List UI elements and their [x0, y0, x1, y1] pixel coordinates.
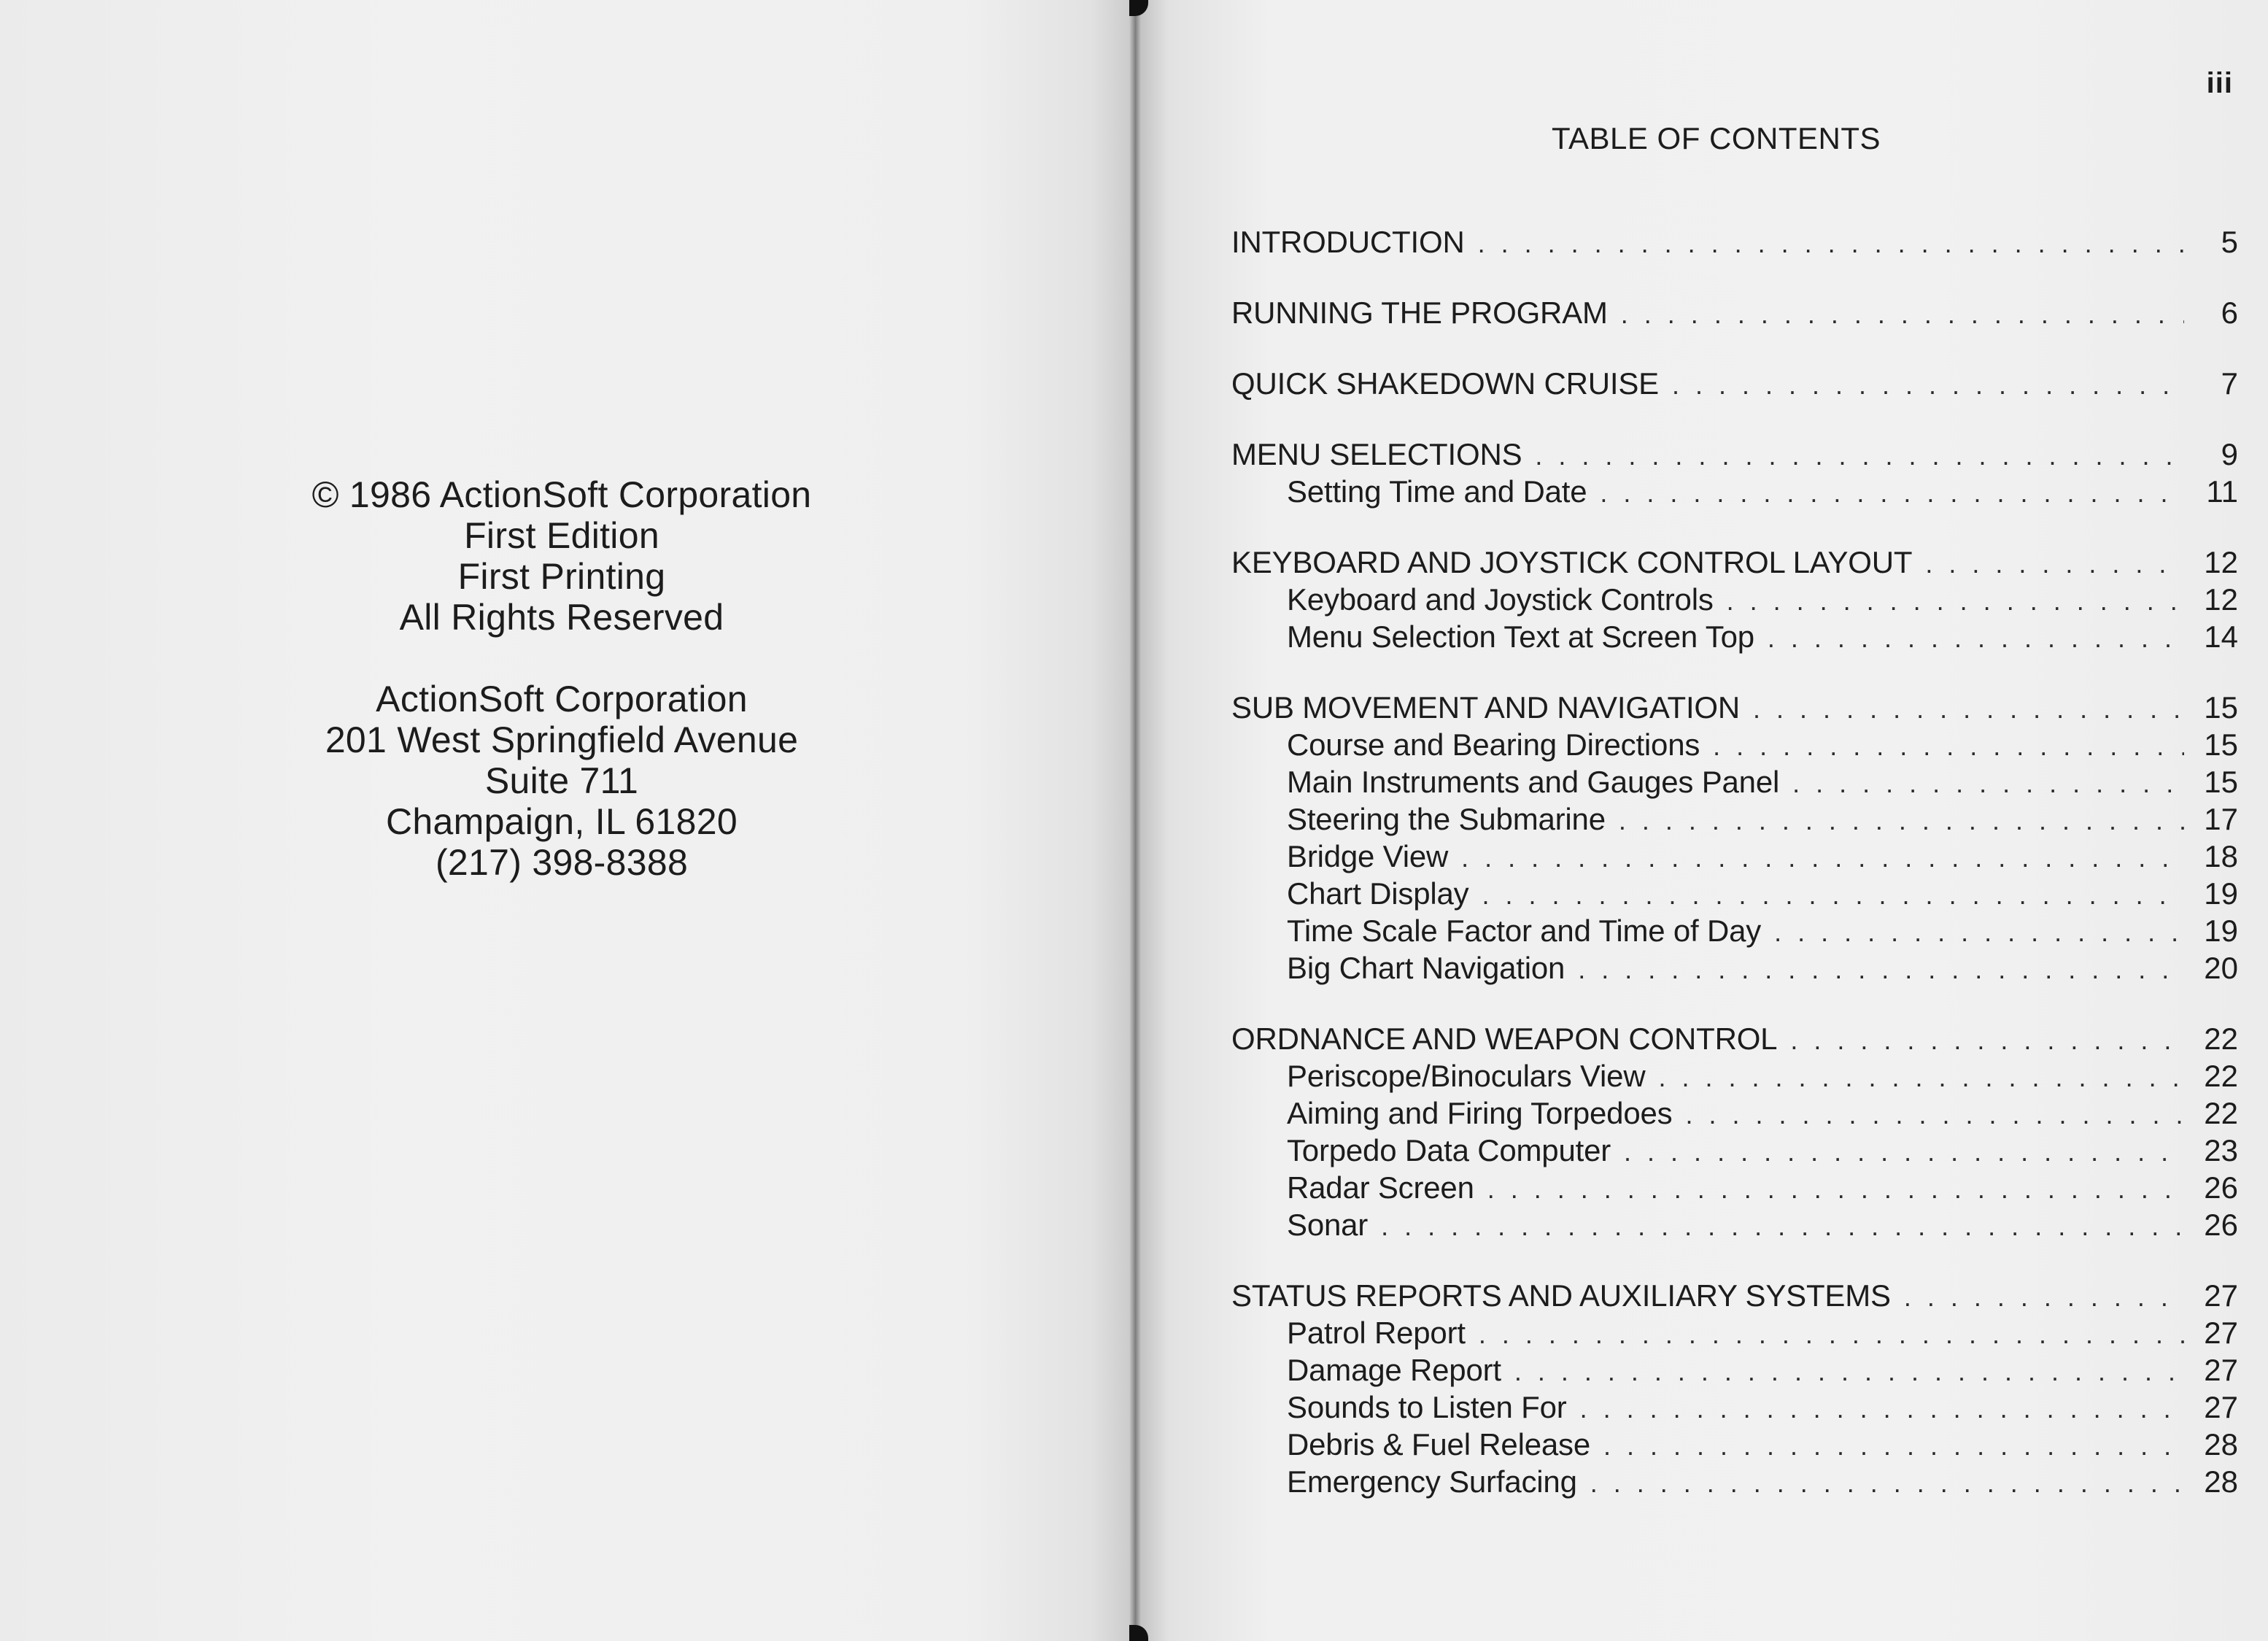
- toc-subentry-page: 19: [2204, 914, 2238, 948]
- toc-entry-title: ORDNANCE AND WEAPON CONTROL: [1231, 1022, 1778, 1056]
- toc-subentry: [1231, 1351, 2238, 1389]
- dot-leader: [1482, 876, 2184, 914]
- toc-entry-title: SUB MOVEMENT AND NAVIGATION: [1231, 690, 1741, 725]
- toc-entry: [1231, 365, 2238, 402]
- toc-entry: [1231, 689, 2238, 726]
- toc-subentry-page: 15: [2204, 765, 2238, 799]
- toc-subentry-title: Emergency Surfacing: [1287, 1464, 1577, 1499]
- dot-leader: [1478, 225, 2184, 262]
- street-address: 201 West Springfield Avenue: [325, 719, 799, 760]
- toc-subentry: [1231, 1314, 2238, 1351]
- toc-subentry: [1231, 1389, 2238, 1426]
- dot-leader: [1580, 1390, 2184, 1427]
- city-state-zip: Champaign, IL 61820: [386, 801, 738, 842]
- page-number: iii: [2206, 67, 2233, 99]
- toc-subentry: [1231, 1463, 2238, 1500]
- printing-line: First Printing: [457, 556, 666, 597]
- toc-subentry-title: Setting Time and Date: [1287, 474, 1587, 509]
- toc-subentry: [1231, 949, 2238, 986]
- dot-leader: [1590, 1464, 2184, 1502]
- toc-subentry: [1231, 581, 2238, 618]
- toc-subentry-title: Debris & Fuel Release: [1287, 1427, 1590, 1462]
- dot-leader: [1603, 1427, 2184, 1464]
- toc-title: TABLE OF CONTENTS: [1551, 121, 1881, 155]
- toc-subentry-title: Main Instruments and Gauges Panel: [1287, 765, 1780, 799]
- toc-subentry: [1231, 875, 2238, 912]
- toc-entry-title: RUNNING THE PROGRAM: [1231, 296, 1608, 330]
- dot-leader: [1479, 1316, 2184, 1353]
- dot-leader: [1619, 802, 2184, 839]
- toc-subentry-page: 17: [2204, 802, 2238, 836]
- toc-entry-page: 22: [2204, 1022, 2238, 1056]
- toc-subentry-title: Aiming and Firing Torpedoes: [1287, 1096, 1673, 1130]
- toc-subentry-page: 19: [2204, 876, 2238, 911]
- toc-subentry-page: 22: [2204, 1059, 2238, 1093]
- toc-subentry-page: 27: [2204, 1390, 2238, 1424]
- toc-subentry-title: Sounds to Listen For: [1287, 1390, 1567, 1424]
- toc-entry-title: QUICK SHAKEDOWN CRUISE: [1231, 366, 1659, 401]
- toc-subentry-title: Menu Selection Text at Screen Top: [1287, 619, 1754, 654]
- toc-subentry: [1231, 838, 2238, 875]
- toc-subentry-page: 14: [2204, 619, 2238, 654]
- toc-subentry-title: Sonar: [1287, 1208, 1369, 1242]
- dot-leader: [1658, 1059, 2184, 1096]
- toc-subentry-page: 28: [2204, 1464, 2238, 1499]
- toc-subentry-page: 27: [2204, 1353, 2238, 1387]
- toc-subentry-page: 26: [2204, 1208, 2238, 1242]
- toc-entry-page: 5: [2221, 225, 2238, 259]
- toc-entry: [1231, 223, 2238, 260]
- toc-section: [1231, 1020, 2238, 1243]
- toc-subentry-page: 15: [2204, 727, 2238, 762]
- copyright-line: © 1986 ActionSoft Corporation: [311, 474, 812, 515]
- dot-leader: [1487, 1170, 2184, 1208]
- edition-line: First Edition: [464, 515, 659, 556]
- toc-section: [1231, 294, 2238, 331]
- dot-leader: [1768, 619, 2184, 657]
- dot-leader: [1904, 1278, 2184, 1316]
- dot-leader: [1753, 690, 2184, 727]
- toc-subentry-title: Damage Report: [1287, 1353, 1501, 1387]
- toc-subentry: [1231, 1132, 2238, 1169]
- toc-subentry: [1231, 1057, 2238, 1094]
- dot-leader: [1672, 366, 2184, 404]
- dot-leader: [1790, 1022, 2184, 1059]
- toc-entry-title: MENU SELECTIONS: [1231, 437, 1522, 471]
- dot-leader: [1621, 296, 2184, 333]
- spacer: [0, 638, 1123, 679]
- toc-subentry: [1231, 1169, 2238, 1206]
- toc-entry-page: 15: [2204, 690, 2238, 725]
- toc-section: [1231, 544, 2238, 655]
- toc-subentry-page: 28: [2204, 1427, 2238, 1462]
- toc-subentry-page: 20: [2204, 951, 2238, 985]
- toc-subentry-page: 23: [2204, 1133, 2238, 1167]
- dot-leader: [1685, 1096, 2184, 1133]
- dot-leader: [1600, 474, 2184, 511]
- toc-subentry: [1231, 1206, 2238, 1243]
- toc-subentry-page: 12: [2204, 582, 2238, 617]
- toc-subentry: [1231, 1426, 2238, 1463]
- dot-leader: [1381, 1208, 2184, 1245]
- right-page: [1135, 0, 2268, 1641]
- publisher-name: ActionSoft Corporation: [376, 679, 748, 719]
- rights-line: All Rights Reserved: [399, 597, 724, 638]
- dot-leader: [1792, 765, 2184, 802]
- toc-entry: [1231, 1277, 2238, 1314]
- toc-subentry-title: Big Chart Navigation: [1287, 951, 1565, 985]
- toc-subentry-title: Time Scale Factor and Time of Day: [1287, 914, 1762, 948]
- dot-leader: [1727, 582, 2184, 619]
- toc-entry-page: 27: [2204, 1278, 2238, 1313]
- toc-subentry-title: Keyboard and Joystick Controls: [1287, 582, 1714, 617]
- toc-subentry: [1231, 726, 2238, 763]
- toc-subentry: [1231, 800, 2238, 838]
- toc-subentry-page: 26: [2204, 1170, 2238, 1205]
- toc-entry-title: KEYBOARD AND JOYSTICK CONTROL LAYOUT: [1231, 545, 1913, 579]
- toc-entry-page: 9: [2221, 437, 2238, 471]
- dot-leader: [1578, 951, 2184, 988]
- dot-leader: [1925, 545, 2184, 582]
- toc-section: [1231, 365, 2238, 402]
- toc-entry: [1231, 1020, 2238, 1057]
- dot-leader: [1461, 839, 2184, 876]
- toc-section: [1231, 1277, 2238, 1500]
- toc-subentry-title: Bridge View: [1287, 839, 1449, 873]
- dot-leader: [1774, 914, 2184, 951]
- toc-subentry: [1231, 912, 2238, 949]
- book-gutter: [1129, 0, 1141, 1641]
- toc-subentry-page: 11: [2206, 474, 2238, 509]
- toc-subentry-title: Torpedo Data Computer: [1287, 1133, 1611, 1167]
- dot-leader: [1535, 437, 2184, 474]
- toc-section: [1231, 689, 2238, 986]
- toc-subentry-page: 22: [2204, 1096, 2238, 1130]
- toc-subentry: [1231, 1094, 2238, 1132]
- toc-entry-title: STATUS REPORTS AND AUXILIARY SYSTEMS: [1231, 1278, 1891, 1313]
- toc-entry: [1231, 436, 2238, 473]
- toc-entry-page: 6: [2221, 296, 2238, 330]
- toc-subentry-page: 27: [2204, 1316, 2238, 1350]
- toc-subentry-title: Periscope/Binoculars View: [1287, 1059, 1646, 1093]
- toc-entry-page: 7: [2221, 366, 2238, 401]
- toc-entry-title: INTRODUCTION: [1231, 225, 1465, 259]
- toc-entry-page: 12: [2204, 545, 2238, 579]
- credits-block: [0, 474, 1123, 883]
- toc-subentry-title: Chart Display: [1287, 876, 1469, 911]
- dot-leader: [1514, 1353, 2184, 1390]
- toc-subentry-title: Radar Screen: [1287, 1170, 1474, 1205]
- dot-leader: [1624, 1133, 2184, 1170]
- phone-number: (217) 398-8388: [435, 842, 689, 883]
- suite-line: Suite 711: [484, 760, 639, 801]
- toc-entry: [1231, 544, 2238, 581]
- toc-subentry: [1231, 763, 2238, 800]
- toc-subentry: [1231, 618, 2238, 655]
- toc-section: [1231, 436, 2238, 510]
- toc-subentry-title: Steering the Submarine: [1287, 802, 1606, 836]
- toc-subentry: [1231, 473, 2238, 510]
- dot-leader: [1713, 727, 2184, 765]
- toc-subentry-title: Patrol Report: [1287, 1316, 1466, 1350]
- toc-subentry-page: 18: [2204, 839, 2238, 873]
- toc-section: [1231, 223, 2238, 260]
- table-of-contents: [1231, 223, 2238, 1534]
- toc-subentry-title: Course and Bearing Directions: [1287, 727, 1700, 762]
- toc-entry: [1231, 294, 2238, 331]
